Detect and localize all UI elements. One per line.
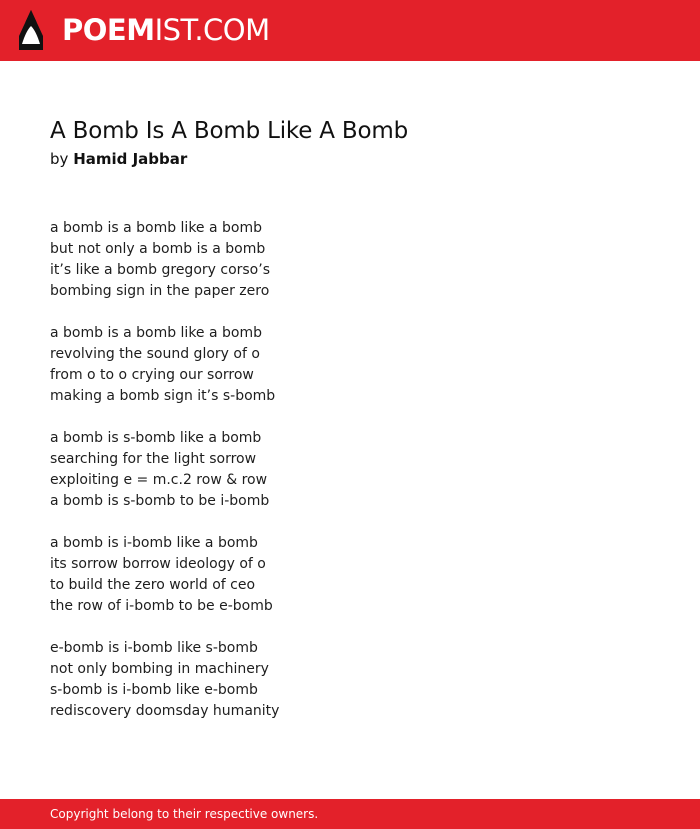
poem-line: from o to o crying our sorrow bbox=[50, 367, 254, 383]
poem-line: making a bomb sign it’s s-bomb bbox=[50, 388, 276, 404]
poem-line: bombing sign in the paper zero bbox=[50, 283, 270, 299]
poem-line: a bomb is a bomb like a bomb bbox=[50, 220, 263, 236]
site-header bbox=[0, 0, 700, 61]
byline-label: by bbox=[50, 150, 69, 168]
site-footer bbox=[0, 799, 700, 829]
stanza bbox=[50, 638, 279, 722]
logo-text-light: IST.COM bbox=[154, 13, 270, 47]
poem-line: it’s like a bomb gregory corso’s bbox=[50, 262, 270, 278]
poem-line: its sorrow borrow ideology of o bbox=[50, 556, 266, 572]
poem-line: a bomb is a bomb like a bomb bbox=[50, 325, 263, 341]
poem-line: rediscovery doomsday humanity bbox=[50, 703, 280, 719]
stanza bbox=[50, 533, 279, 617]
poem-byline bbox=[50, 148, 187, 170]
copyright-notice: Copyright belong to their respective owners. bbox=[50, 807, 319, 821]
poem-line: the row of i-bomb to be e-bomb bbox=[50, 598, 273, 614]
poem-line: searching for the light sorrow bbox=[50, 451, 257, 467]
stanza bbox=[50, 428, 279, 512]
stanza bbox=[50, 323, 279, 407]
poem-line: revolving the sound glory of o bbox=[50, 346, 260, 362]
site-logo[interactable] bbox=[62, 11, 270, 49]
poem-line: but not only a bomb is a bomb bbox=[50, 241, 266, 257]
poem-line: a bomb is s-bomb like a bomb bbox=[50, 430, 262, 446]
poem-title: A Bomb Is A Bomb Like A Bomb bbox=[50, 118, 408, 144]
poem-body bbox=[50, 218, 279, 743]
poem-author: Hamid Jabbar bbox=[73, 150, 188, 168]
poem-line: s-bomb is i-bomb like e-bomb bbox=[50, 682, 258, 698]
poem-line: exploiting e = m.c.2 row & row bbox=[50, 472, 268, 488]
poem-line: a bomb is s-bomb to be i-bomb bbox=[50, 493, 270, 509]
poem-line: a bomb is i-bomb like a bomb bbox=[50, 535, 258, 551]
logo-text-bold: POEM bbox=[62, 13, 155, 47]
poem-line: not only bombing in machinery bbox=[50, 661, 269, 677]
poem-line: e-bomb is i-bomb like s-bomb bbox=[50, 640, 258, 656]
pencil-icon bbox=[17, 9, 45, 52]
poem-line: to build the zero world of ceo bbox=[50, 577, 256, 593]
stanza bbox=[50, 218, 279, 302]
